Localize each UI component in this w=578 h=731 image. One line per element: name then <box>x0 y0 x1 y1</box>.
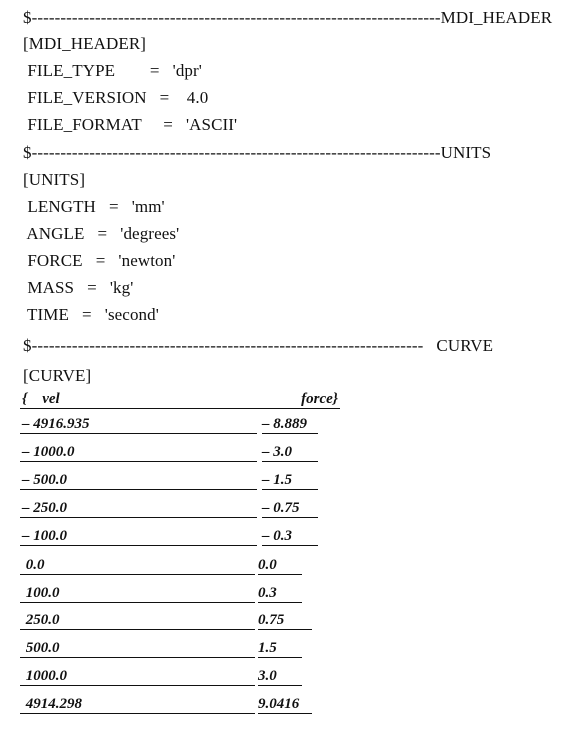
vel-cell: 1000.0 <box>20 666 255 686</box>
separator-units: $-----------------------------------------------------------------------UNITS <box>23 143 492 162</box>
file-version-line: FILE_VERSION = 4.0 <box>23 88 209 107</box>
vel-cell: 100.0 <box>20 583 255 603</box>
separator-mdi-header: $-----------------------------------------------------------------------MDI_HEADER <box>23 8 553 27</box>
header-force: force} <box>301 391 338 407</box>
section-curve: [CURVE] <box>23 366 92 385</box>
force-cell: – 0.75 <box>262 498 318 518</box>
vel-cell: – 4916.935 <box>20 414 257 434</box>
force-line: FORCE = 'newton' <box>23 251 176 270</box>
force-cell: – 3.0 <box>262 442 318 462</box>
force-cell: 3.0 <box>258 666 302 686</box>
force-cell: 9.0416 <box>258 694 312 714</box>
force-cell: 0.0 <box>258 555 302 575</box>
section-mdi-header: [MDI_HEADER] <box>23 34 147 53</box>
length-line: LENGTH = 'mm' <box>23 197 165 216</box>
time-line: TIME = 'second' <box>23 305 159 324</box>
force-cell: – 8.889 <box>262 414 318 434</box>
vel-cell: – 100.0 <box>20 526 257 546</box>
separator-curve: $-------------------------------------------------------------------- CURVE <box>23 336 494 355</box>
force-cell: – 1.5 <box>262 470 318 490</box>
vel-cell: 250.0 <box>20 610 255 630</box>
file-type-line: FILE_TYPE = 'dpr' <box>23 61 202 80</box>
vel-cell: 500.0 <box>20 638 255 658</box>
curve-table-header <box>20 389 340 409</box>
angle-line: ANGLE = 'degrees' <box>23 224 180 243</box>
vel-cell: 4914.298 <box>20 694 255 714</box>
force-cell: – 0.3 <box>262 526 318 546</box>
vel-cell: – 250.0 <box>20 498 257 518</box>
section-units: [UNITS] <box>23 170 86 189</box>
mass-line: MASS = 'kg' <box>23 278 134 297</box>
force-cell: 1.5 <box>258 638 302 658</box>
vel-cell: – 1000.0 <box>20 442 257 462</box>
vel-cell: 0.0 <box>20 555 255 575</box>
force-cell: 0.75 <box>258 610 312 630</box>
header-vel: { vel <box>20 389 340 409</box>
vel-cell: – 500.0 <box>20 470 257 490</box>
file-format-line: FILE_FORMAT = 'ASCII' <box>23 115 238 134</box>
force-cell: 0.3 <box>258 583 302 603</box>
